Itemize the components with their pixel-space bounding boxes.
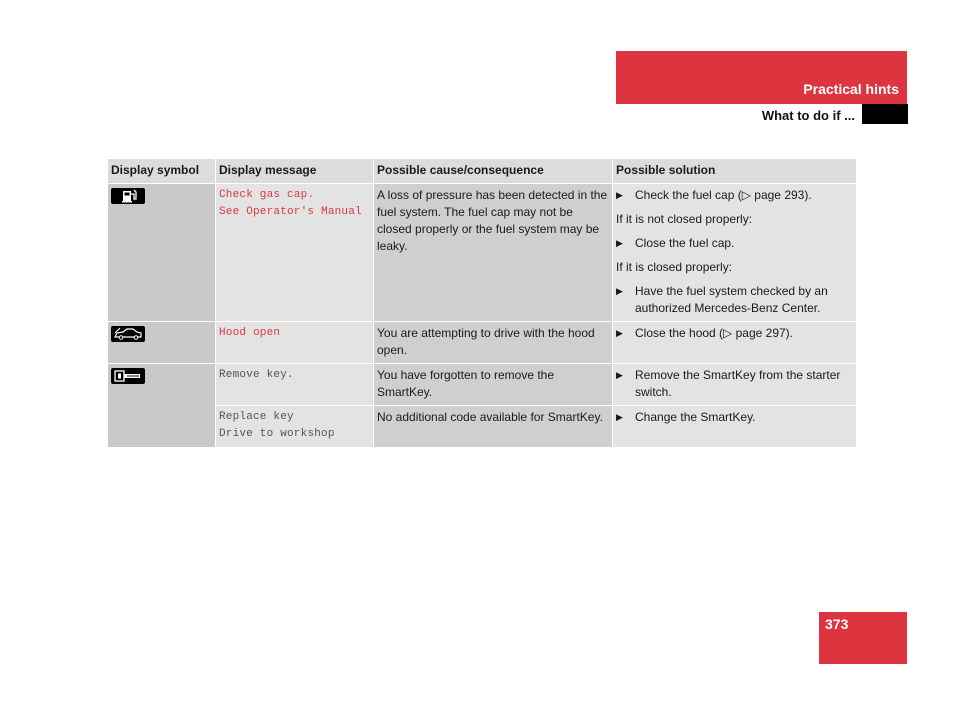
bullet-arrow-icon: ▶ [616, 412, 623, 422]
col-header-cause: Possible cause/consequence [374, 159, 613, 184]
solution-cell [613, 184, 857, 322]
solution-step-text: Close the hood (▷ page 297). [635, 326, 793, 340]
section-tab-marker [862, 104, 908, 124]
cause-cell: You have forgotten to remove the SmartKey. [374, 364, 613, 406]
display-messages-table [107, 158, 857, 448]
col-header-symbol: Display symbol [108, 159, 216, 184]
section-header-bar [616, 51, 907, 104]
solution-step [616, 235, 853, 252]
cause-cell: A loss of pressure has been detected in the fuel system. The fuel cap may not be closed properly or the fuel system may be leaky. [374, 184, 613, 322]
solution-step-text: Close the fuel cap. [635, 236, 735, 250]
solution-step [616, 283, 853, 317]
display-message-line: Drive to workshop [219, 428, 335, 440]
solution-step [616, 409, 853, 426]
solution-step-text: Remove the SmartKey from the starter switch. [635, 368, 841, 399]
symbol-cell [108, 184, 216, 322]
bullet-arrow-icon: ▶ [616, 238, 623, 248]
hood-open-icon [111, 326, 145, 342]
display-message-line: See Operator's Manual [219, 206, 362, 218]
table-row [108, 322, 857, 364]
col-header-solution: Possible solution [613, 159, 857, 184]
solution-cell [613, 406, 857, 448]
table-row [108, 184, 857, 322]
cause-cell: No additional code available for SmartKey. [374, 406, 613, 448]
message-cell [216, 322, 374, 364]
table-row [108, 406, 857, 448]
table-row [108, 364, 857, 406]
solution-step [616, 187, 853, 204]
subsection-title: What to do if ... [761, 108, 855, 123]
page-number: 373 [825, 616, 849, 632]
message-cell [216, 184, 374, 322]
display-message-line: Check gas cap. [219, 189, 315, 201]
message-cell [216, 364, 374, 406]
cause-cell: You are attempting to drive with the hood open. [374, 322, 613, 364]
solution-step-text: Have the fuel system checked by an authorized Mercedes-Benz Center. [635, 284, 828, 315]
bullet-arrow-icon: ▶ [616, 328, 623, 338]
solution-step-text: Check the fuel cap (▷ page 293). [635, 188, 812, 202]
section-title: Practical hints [803, 81, 899, 97]
table-header-row [108, 159, 857, 184]
display-message-line: Replace key [219, 411, 294, 423]
bullet-arrow-icon: ▶ [616, 190, 623, 200]
symbol-cell [108, 322, 216, 364]
display-message-line: Hood open [219, 327, 281, 339]
bullet-arrow-icon: ▶ [616, 286, 623, 296]
message-cell [216, 406, 374, 448]
solution-step [616, 367, 853, 401]
smartkey-icon [111, 368, 145, 384]
solution-step-text: Change the SmartKey. [635, 410, 756, 424]
page-number-box [819, 612, 907, 664]
solution-cell [613, 322, 857, 364]
col-header-message: Display message [216, 159, 374, 184]
bullet-arrow-icon: ▶ [616, 370, 623, 380]
solution-condition: If it is not closed properly: [616, 212, 753, 226]
display-message-line: Remove key. [219, 369, 294, 381]
symbol-cell [108, 364, 216, 448]
solution-condition: If it is closed properly: [616, 260, 733, 274]
fuel-pump-icon [111, 188, 145, 204]
solution-step [616, 325, 853, 342]
solution-cell [613, 364, 857, 406]
